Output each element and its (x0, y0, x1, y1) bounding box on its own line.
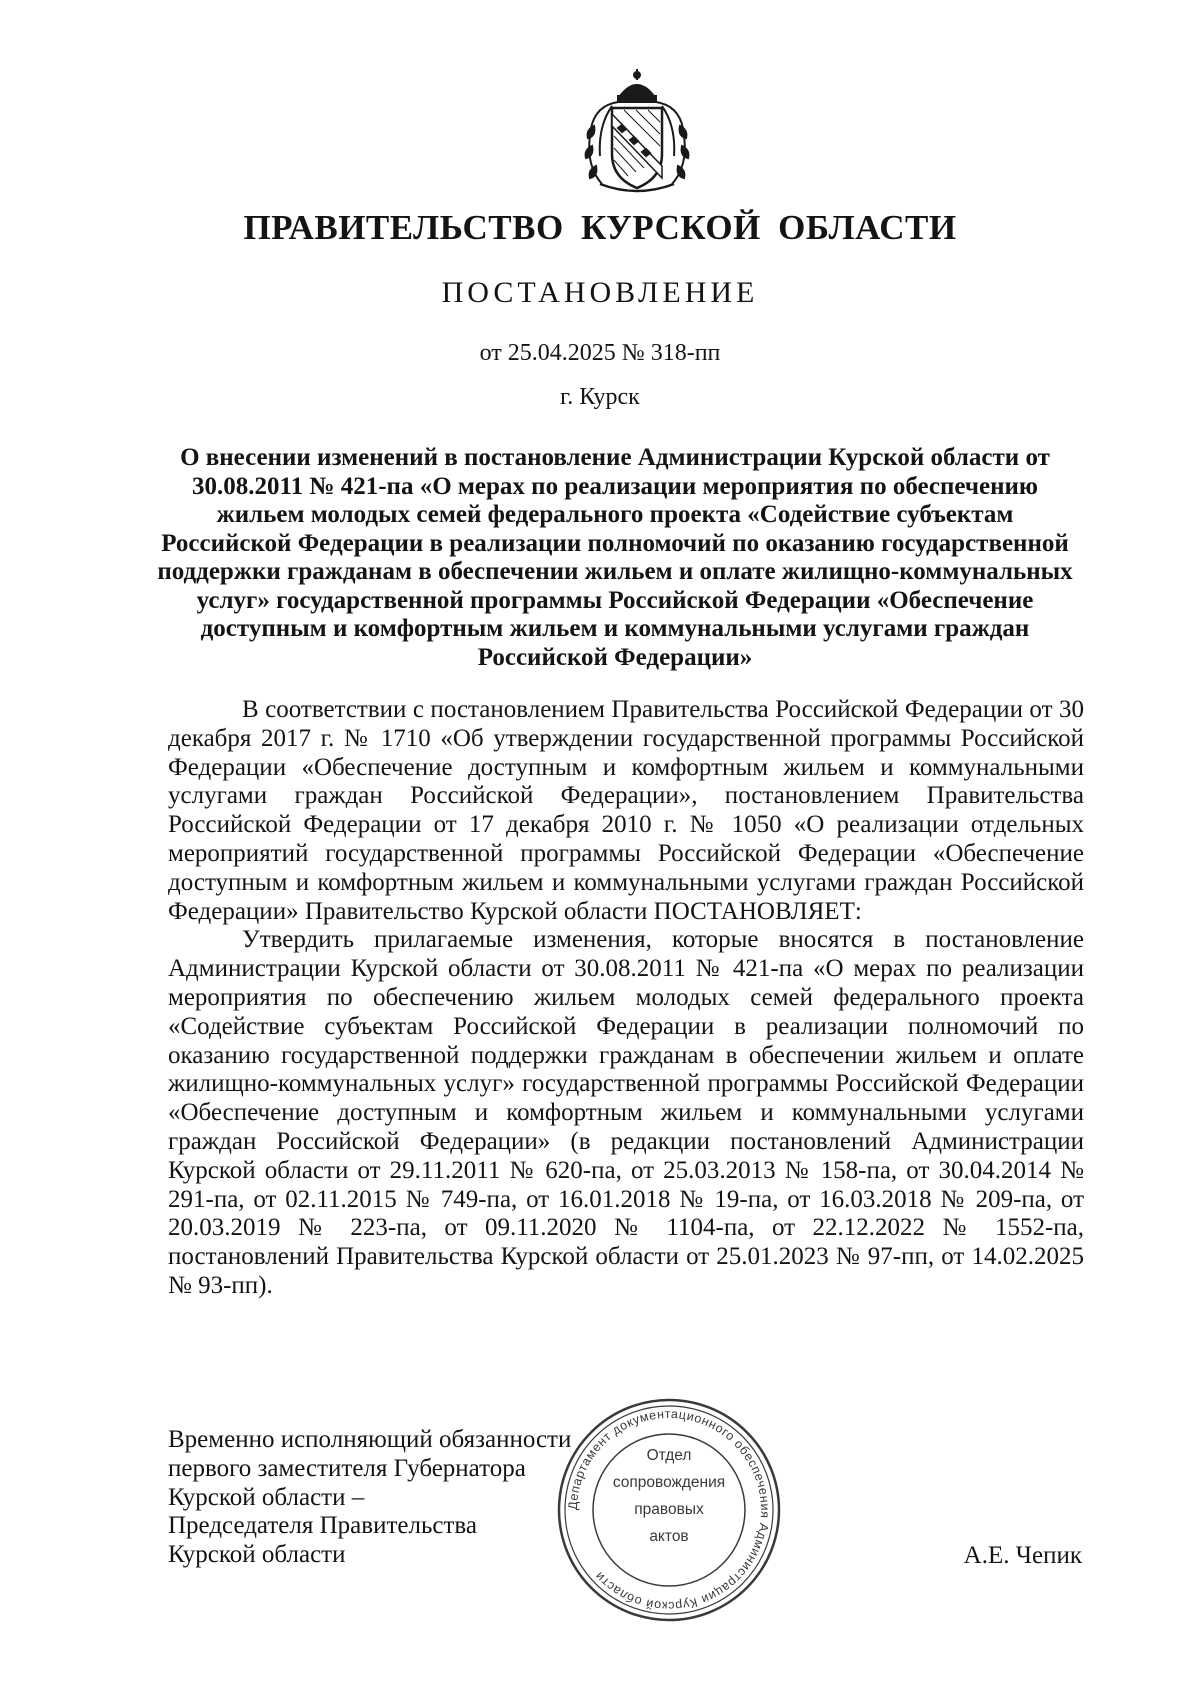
document-city: г. Курск (560, 384, 640, 410)
body-paragraph-resolution: Утвердить прилагаемые изменения, которые вносятся в постановление Администрации Курской области от 30.08.2011 № 421-па «О мерах по реализации мероприятия по обеспечению жильем молодых семей федерального проекта «Содействие субъектам Российской Федерации в реализации полномочий по оказанию государственной поддержки гражданам в обеспечении жильем и оплате жилищно-коммунальных услуг» государственной программы Российской Федерации «Обеспечение доступным и комфортным жильем и коммунальными услугами граждан Российской Федерации» (в редакции постановлений Администрации Курской области от 29.11.2011 № 620-па, от 25.03.2013 № 158-па, от 30.04.2014 № 291-па, от 02.11.2015 № 749-па, от 16.01.2018 № 19-па, от 16.03.2018 № 209-па, от 20.03.2019 № 223-па, от 09.11.2020 № 1104-па, от 22.12.2022 № 1552-па, постановлений Правительства Курской области от 25.01.2023 № 97-пп, от 14.02.2025 № 93-пп). (168, 926, 1084, 1299)
stamp-center-text (589, 1442, 749, 1550)
signatory-position-line: первого заместителя Губернатора (168, 1454, 526, 1482)
signatory-position-line: Временно исполняющий обязанности (168, 1426, 572, 1453)
stamp-center-line: актов (649, 1528, 689, 1545)
stamp-ring-text: Департамент документационного обеспечения Администрации Курской области (565, 1406, 773, 1614)
signatory-position-line: Председателя Правительства (168, 1512, 477, 1540)
document-subject: О внесении изменений в постановление Администрации Курской области от 30.08.2011 № 421-па «О мерах по реализации мероприятия по обеспечению жильем молодых семей федерального проекта «Содействие субъектам Российской Федерации в реализации полномочий по оказанию государственной поддержки гражданам в обеспечении жильем и оплате жилищно-коммунальных услуг» государственной программы Российской Федерации «Обеспечение доступным и комфортным жильем и коммунальными услугами граждан Российской Федерации» (157, 444, 1073, 671)
signatory-name: А.Е. Чепик (963, 1542, 1082, 1569)
government-name: ПРАВИТЕЛЬСТВО КУРСКОЙ ОБЛАСТИ (243, 208, 957, 247)
body-paragraph-basis: В соответствии с постановлением Правительства Российской Федерации от 30 декабря 2017 г. № 1710 «Об утверждении государственной программы Российской Федерации «Обеспечение доступным и комфортным жильем и коммунальными услугами граждан Российской Федерации», постановлением Правительства Российской Федерации от 17 декабря 2010 г. № 1050 «О реализации отдельных мероприятий государственной программы Российской Федерации «Обеспечение доступным и комфортным жильем и коммунальными услугами граждан Российской Федерации» Правительство Курской области ПОСТАНОВЛЯЕТ: (168, 696, 1084, 925)
signatory-position (168, 1426, 571, 1570)
document-body (168, 696, 1084, 1301)
stamp-center-line: правовых (634, 1501, 704, 1518)
document-date-number: от 25.04.2025 № 318-пп (479, 340, 721, 366)
stamp-center-line: сопровождения (612, 1474, 726, 1491)
stamp-center-line: Отдел (646, 1447, 692, 1464)
document-type: ПОСТАНОВЛЕНИЕ (441, 276, 759, 309)
department-round-stamp-icon (555, 1396, 783, 1624)
signatory-position-line: Курской области (168, 1541, 346, 1569)
kursk-coat-of-arms-icon (572, 66, 702, 198)
signatory-position-line: Курской области – (168, 1483, 365, 1511)
